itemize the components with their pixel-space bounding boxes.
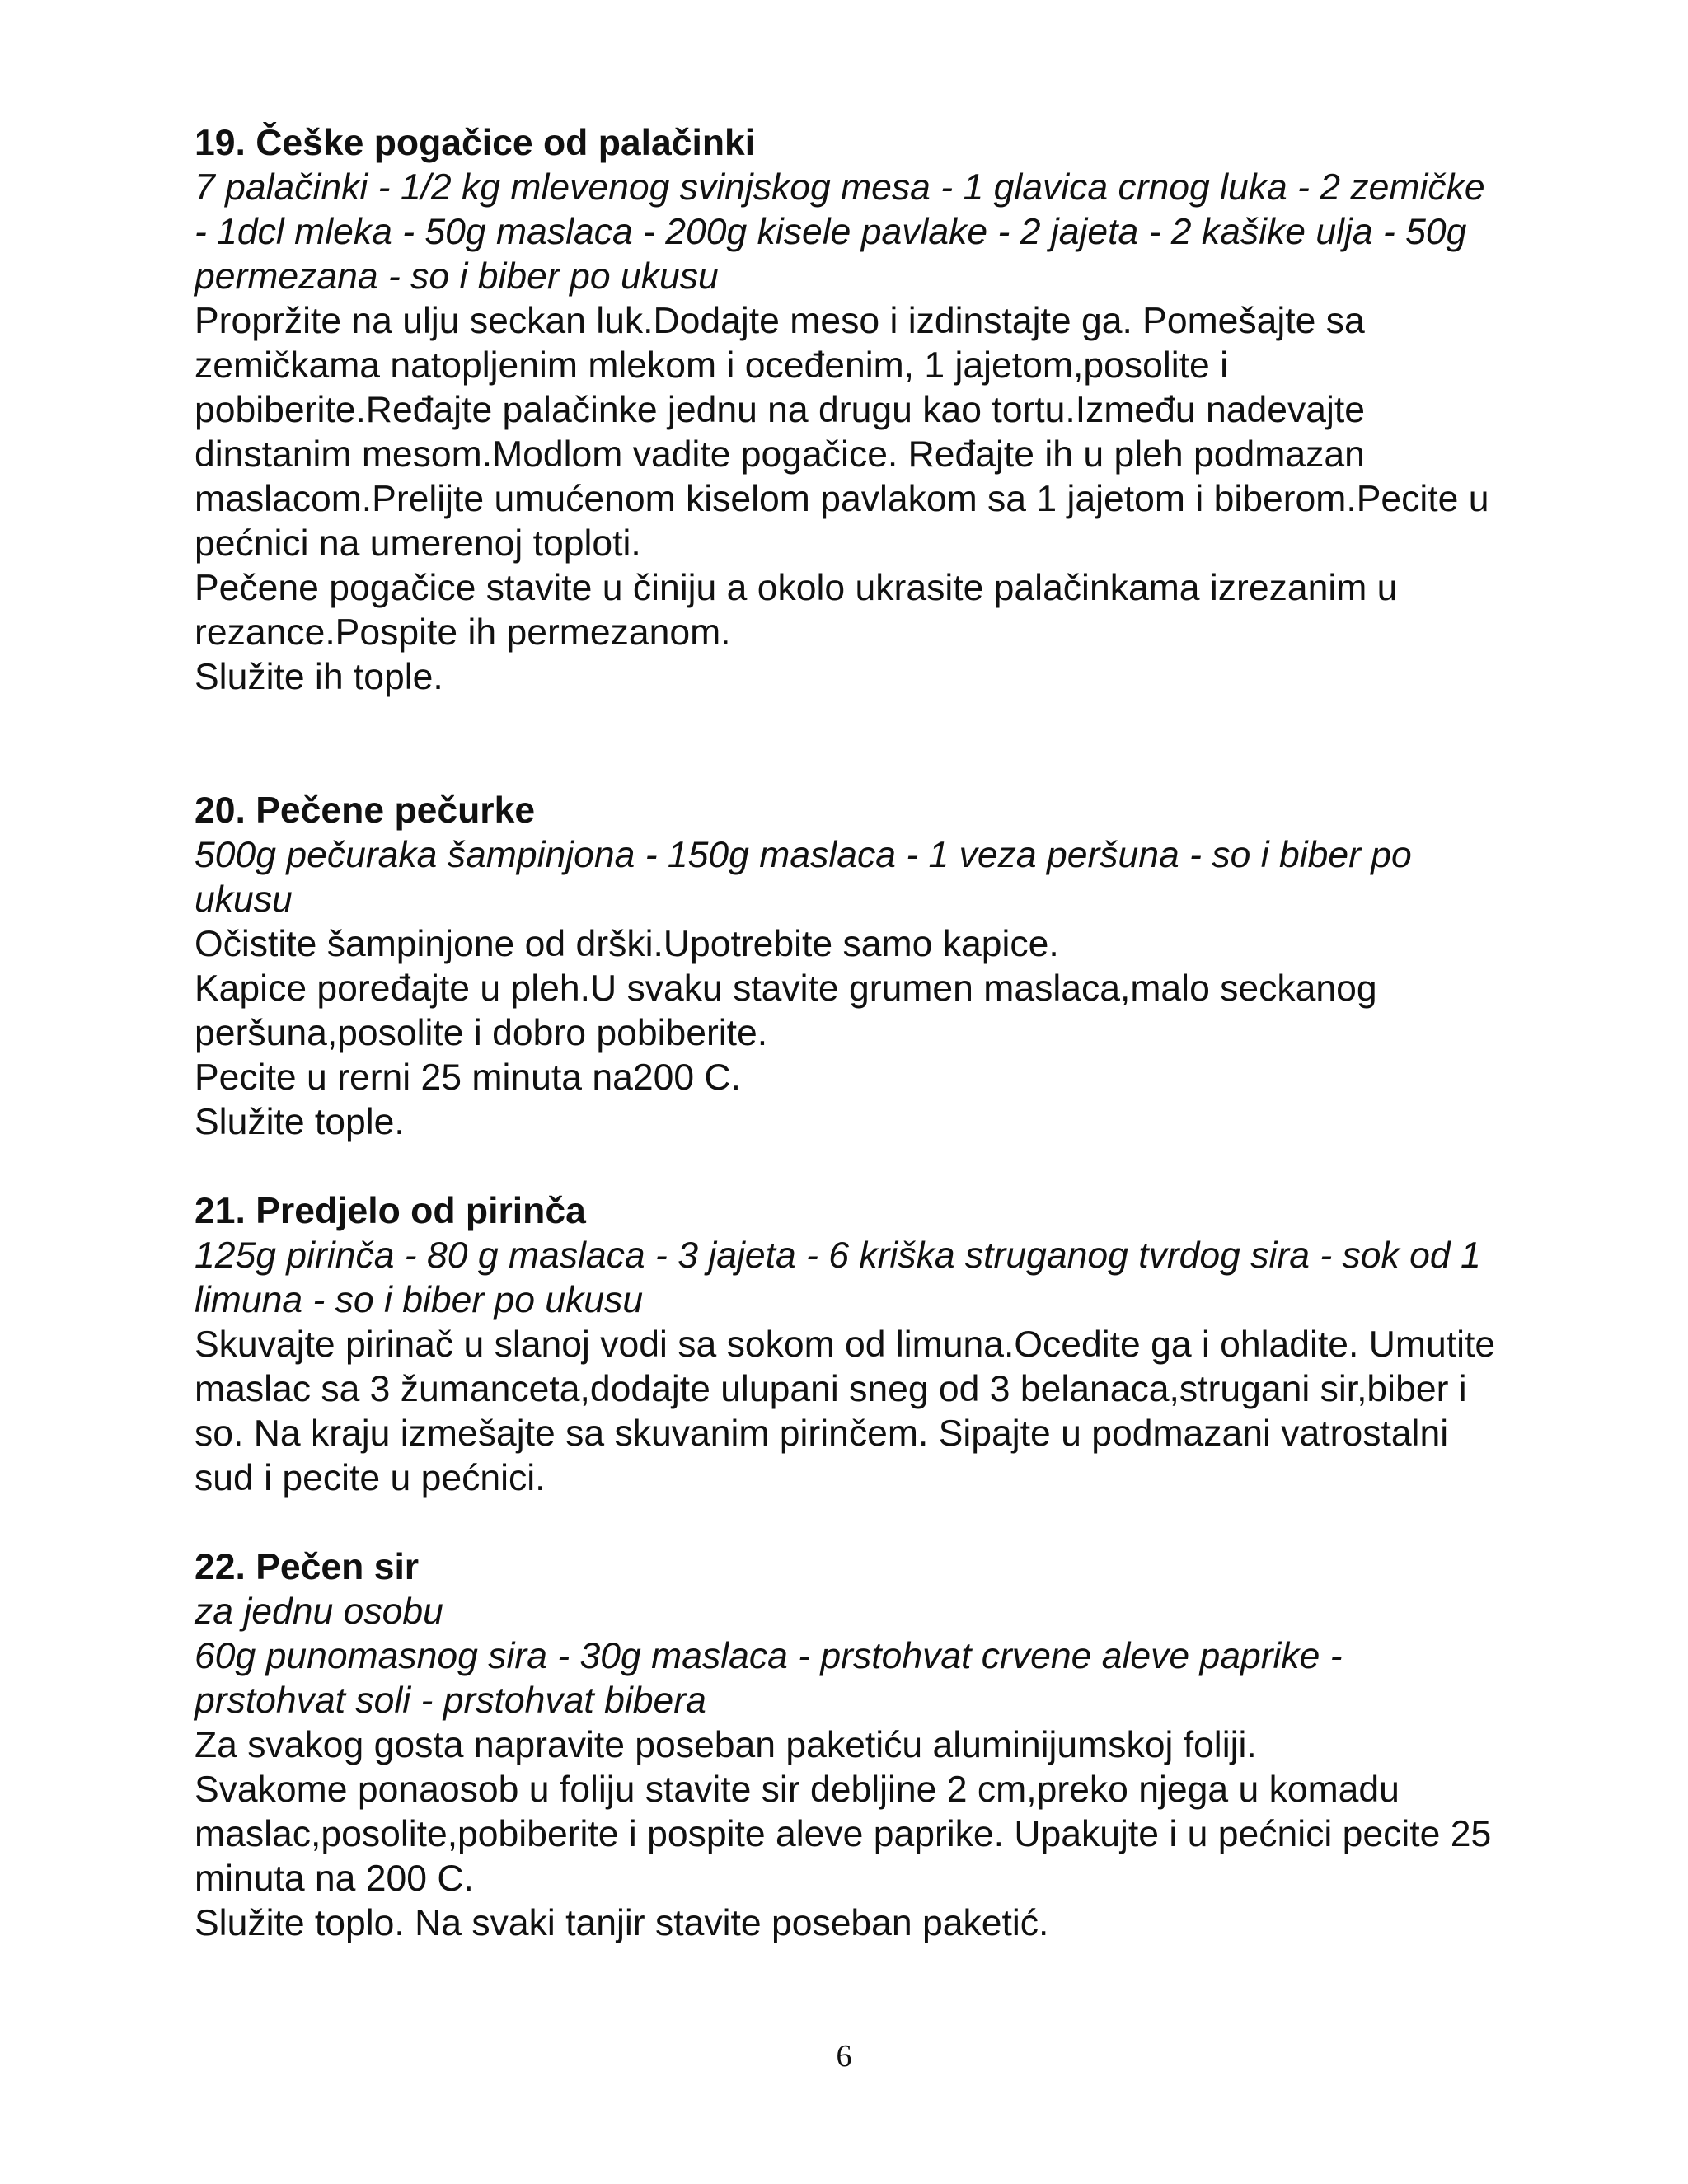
recipe-step: Propržite na ulju seckan luk.Dodajte meso i izdinstajte ga. Pomešajte sa zemičkama natopljenim mlekom i oceđenim, 1 jajetom,posolite i pobiberite.Ređajte palačinke jednu na drugu kao tortu.Između nadevajte dinstanim mesom.Modlom vadite pogačice. Ređajte ih u pleh podmazan maslacom.Prelijte umućenom kiselom pavlakom sa 1 jajetom i biberom.Pecite u pećnici na umerenoj toploti.: [195, 301, 1489, 564]
recipe-step: Služite ih tople.: [195, 657, 443, 697]
recipe-ingredients: 125g pirinča - 80 g maslaca - 3 jajeta - 6 kriška struganog tvrdog sira - sok od 1 limuna - so i biber po ukusu: [195, 1235, 1481, 1320]
recipe-21: [195, 1189, 1497, 1501]
recipe-step: Pečene pogačice stavite u činiju a okolo ukrasite palačinkama izrezanim u rezance.Pospite ih permezanom.: [195, 568, 1398, 653]
recipe-serving-note: za jednu osobu: [195, 1591, 443, 1632]
recipe-step: Očistite šampinjone od drški.Upotrebite samo kapice.: [195, 924, 1059, 964]
recipe-ingredients: 60g punomasnog sira - 30g maslaca - prstohvat crvene aleve paprike - prstohvat soli - prstohvat bibera: [195, 1636, 1343, 1721]
recipe-20: [195, 789, 1497, 1145]
spacer: [195, 1145, 1497, 1189]
recipe-title: 20. Pečene pečurke: [195, 790, 536, 831]
spacer: [195, 700, 1497, 789]
recipe-step: Služite toplo. Na svaki tanjir stavite poseban paketić.: [195, 1903, 1049, 1943]
spacer: [195, 1501, 1497, 1545]
recipe-step: Služite tople.: [195, 1102, 405, 1142]
recipe-step: Pecite u rerni 25 minuta na200 C.: [195, 1057, 741, 1098]
recipe-ingredients: 500g pečuraka šampinjona - 150g maslaca - 1 veza peršuna - so i biber po ukusu: [195, 835, 1412, 920]
recipe-title: 21. Predjelo od pirinča: [195, 1191, 586, 1231]
recipe-step: Za svakog gosta napravite poseban paketiću aluminijumskoj foliji.: [195, 1725, 1257, 1765]
recipe-title: 19. Češke pogačice od palačinki: [195, 123, 756, 163]
page-number: 6: [836, 2039, 852, 2074]
page-content: [195, 121, 1497, 1946]
recipe-19: [195, 121, 1497, 700]
recipe-step: Skuvajte pirinač u slanoj vodi sa sokom od limuna.Ocedite ga i ohladite. Umutite maslac sa 3 žumanceta,dodajte ulupani sneg od 3 belanaca,strugani sir,biber i so. Na kraju izmešajte sa skuvanim pirinčem. Sipajte u podmazani vatrostalni sud i pecite u pećnici.: [195, 1324, 1496, 1498]
recipe-22: [195, 1545, 1497, 1946]
recipe-step: Svakome ponaosob u foliju stavite sir debljine 2 cm,preko njega u komadu maslac,posolite,pobiberite i pospite aleve paprike. Upakujte i u pećnici pecite 25 minuta na 200 C.: [195, 1769, 1492, 1899]
recipe-title: 22. Pečen sir: [195, 1547, 420, 1587]
recipe-step: Kapice poređajte u pleh.U svaku stavite grumen maslaca,malo seckanog peršuna,posolite i dobro pobiberite.: [195, 968, 1377, 1053]
recipe-ingredients: 7 palačinki - 1/2 kg mlevenog svinjskog mesa - 1 glavica crnog luka - 2 zemičke - 1dcl mleka - 50g maslaca - 200g kisele pavlake - 2 jajeta - 2 kašike ulja - 50g permezana - so i biber po ukusu: [195, 167, 1485, 297]
